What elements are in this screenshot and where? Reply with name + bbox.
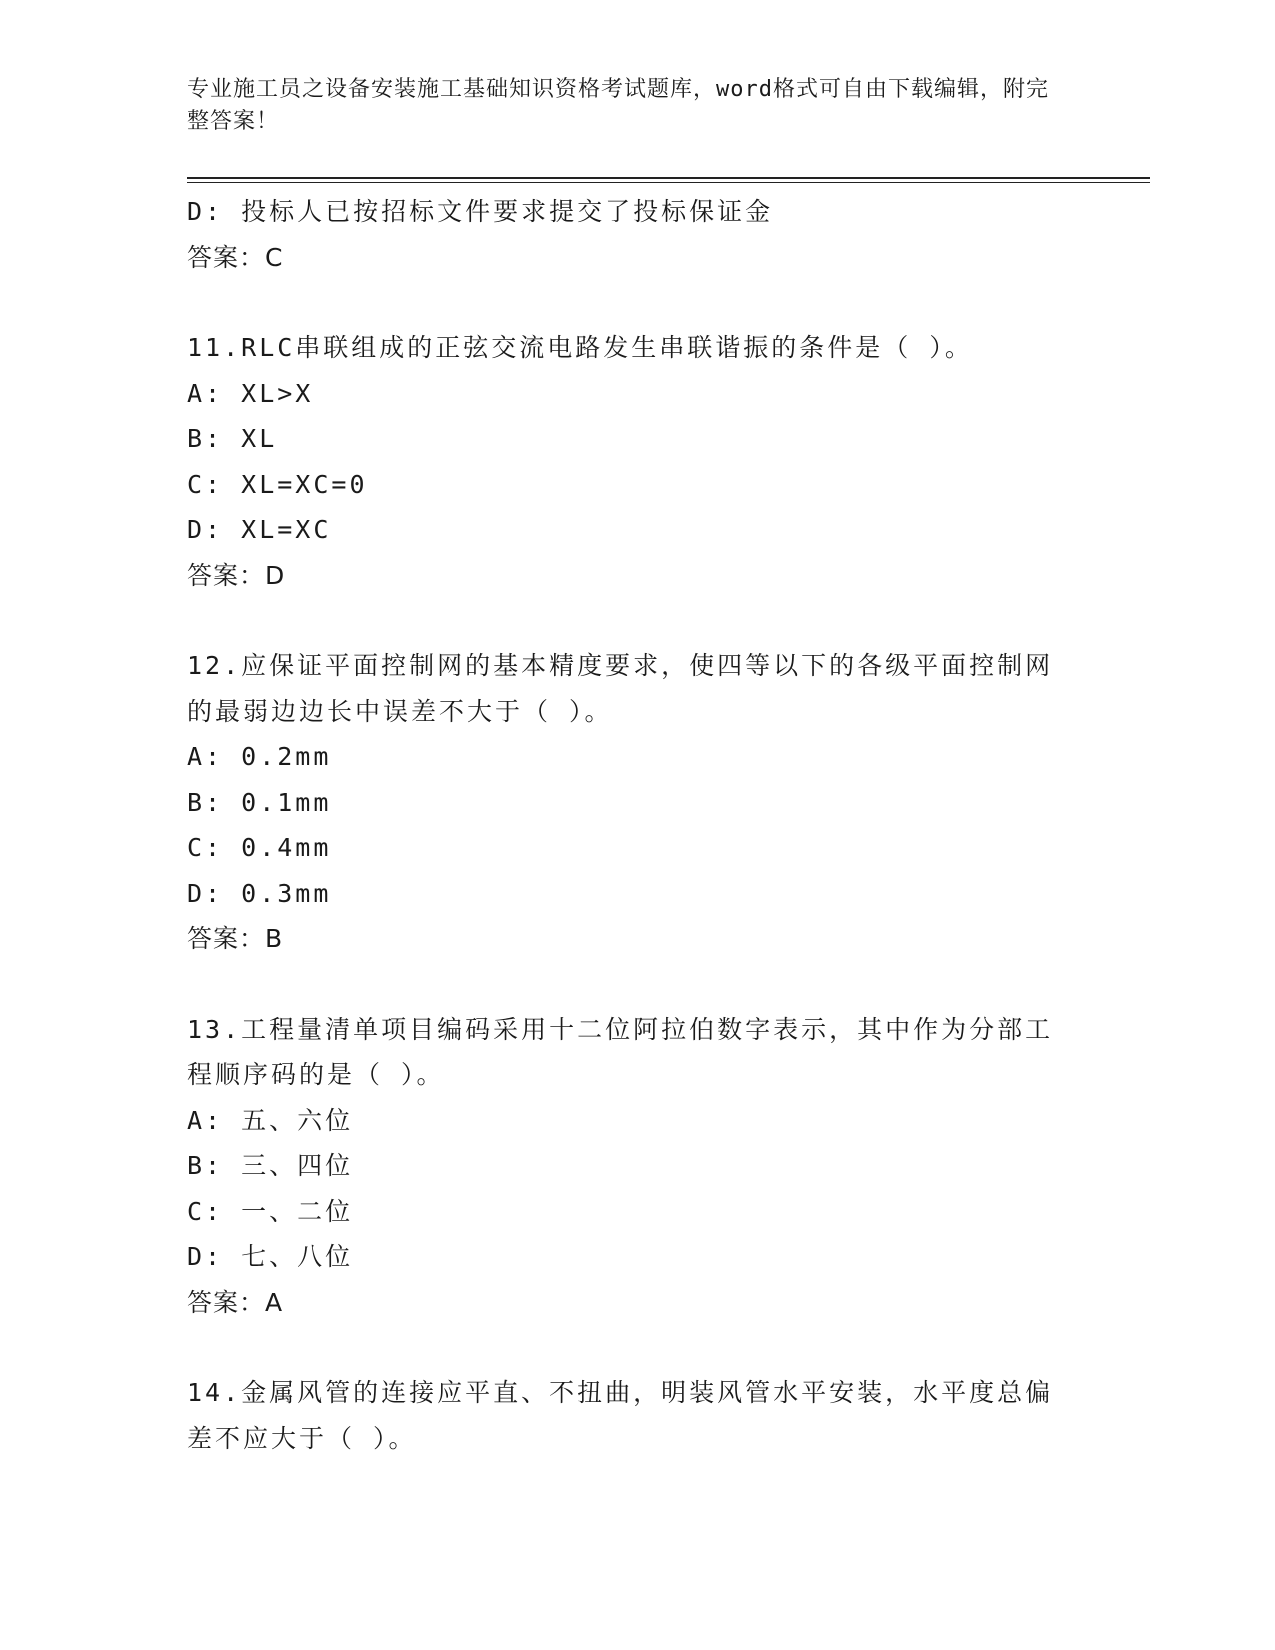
question-13-option-a: A: 五、六位 [187, 1105, 354, 1135]
spacer [187, 598, 1087, 643]
spacer [187, 962, 1087, 1007]
question-11-option-c: C: XL=XC=0 [187, 469, 368, 499]
question-14-stem: 14.金属风管的连接应平直、不扭曲，明装风管水平安装，水平度总偏差不应大于（ ）。 [187, 1378, 1054, 1453]
prev-option-d: D: 投标人已按招标文件要求提交了投标保证金 [187, 197, 774, 226]
question-content [187, 189, 1087, 1461]
question-13-option-d: D: 七、八位 [187, 1242, 354, 1271]
question-12-option-c: C: 0.4mm [187, 833, 332, 862]
question-12-answer: 答案：B [187, 924, 284, 953]
question-12-option-b: B: 0.1mm [187, 787, 332, 817]
question-13-option-c: C: 一、二位 [187, 1196, 354, 1226]
header-divider-bottom [187, 182, 1150, 183]
question-12-stem: 12.应保证平面控制网的基本精度要求，使四等以下的各级平面控制网的最弱边边长中误差不大于（ ）。 [187, 651, 1054, 726]
question-12-option-d: D: 0.3mm [187, 878, 332, 908]
question-11-option-b: B: XL [187, 424, 278, 453]
question-11-option-a: A: XL>X [187, 378, 314, 408]
document-header: 专业施工员之设备安装施工基础知识资格考试题库，word格式可自由下载编辑，附完整答案！ [187, 77, 1049, 134]
spacer [187, 1325, 1087, 1370]
question-11-option-d: D: XL=XC [187, 515, 332, 544]
question-13-answer: 答案：A [187, 1287, 284, 1317]
question-11-stem: 11.RLC串联组成的正弦交流电路发生串联谐振的条件是（ ）。 [187, 333, 973, 362]
prev-answer: 答案：C [187, 242, 284, 272]
question-13-stem: 13.工程量清单项目编码采用十二位阿拉伯数字表示，其中作为分部工程顺序码的是（ ）。 [187, 1014, 1054, 1089]
question-13-option-b: B: 三、四位 [187, 1151, 354, 1180]
question-12-option-a: A: 0.2mm [187, 742, 332, 771]
question-11-answer: 答案：D [187, 560, 286, 590]
header-divider-top [187, 177, 1150, 179]
spacer [187, 280, 1087, 325]
